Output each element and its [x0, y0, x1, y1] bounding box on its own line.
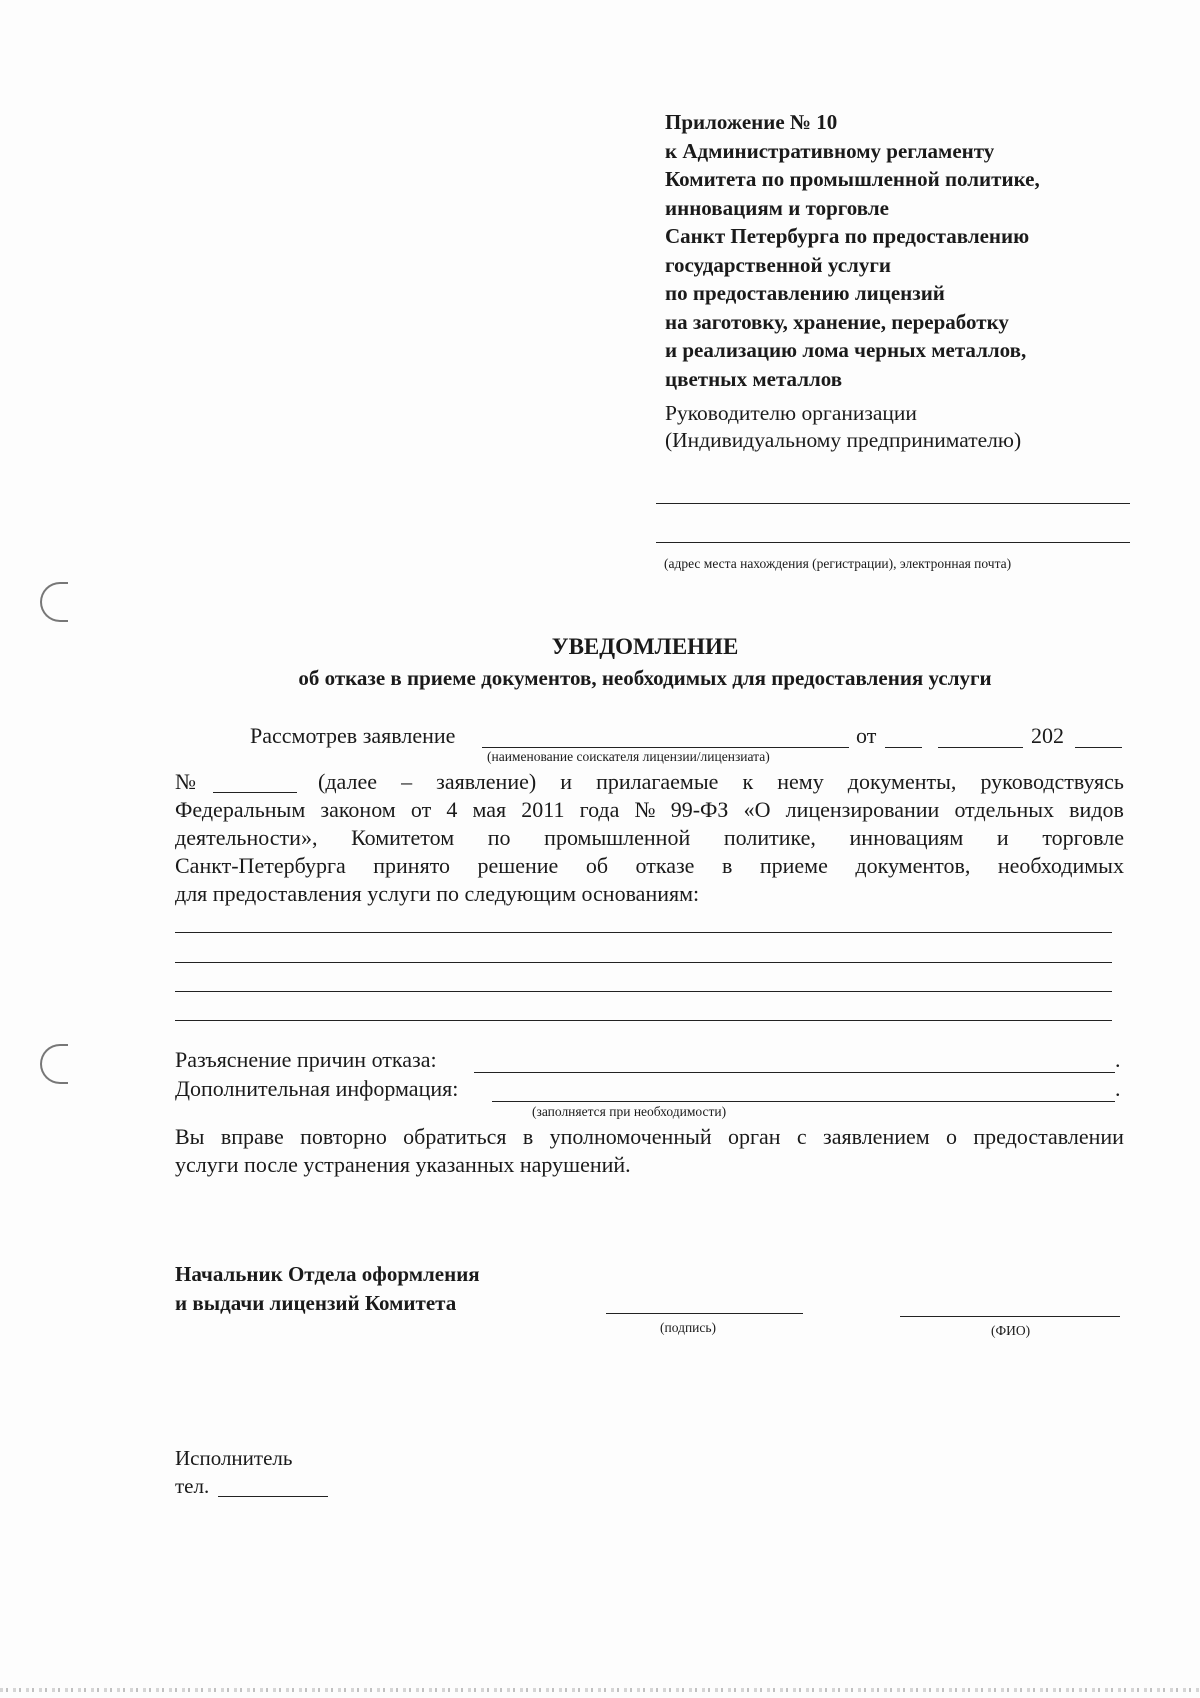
executor-label: Исполнитель — [175, 1446, 293, 1470]
refusal-explanation-line[interactable] — [474, 1072, 1115, 1073]
application-number-line[interactable] — [213, 792, 297, 793]
notice-title: УВЕДОМЛЕНИЕ — [551, 634, 739, 659]
annex-line: государственной услуги — [665, 252, 891, 277]
signature-caption: (подпись) — [660, 1320, 717, 1335]
annex-line: Комитета по промышленной политике, — [665, 167, 1040, 191]
annex-line: инновациям и торговле — [665, 195, 889, 220]
fullname-line[interactable] — [900, 1316, 1120, 1317]
refusal-explanation-dot: . — [1115, 1047, 1121, 1072]
reason-line-2[interactable] — [175, 962, 1112, 963]
number-sign: № — [175, 769, 196, 794]
date-day-line[interactable] — [885, 747, 922, 748]
position-line-1: Начальник Отдела оформления — [175, 1262, 480, 1286]
fullname-caption: (ФИО) — [991, 1323, 1031, 1338]
fill-caption: (заполняется при необходимости) — [532, 1104, 727, 1119]
reason-line-1[interactable] — [175, 932, 1112, 933]
additional-info-dot: . — [1115, 1076, 1121, 1101]
from-label: от — [856, 723, 877, 748]
annex-line: Приложение № 10 — [665, 110, 838, 134]
reason-line-3[interactable] — [175, 991, 1112, 992]
scan-edge-noise — [0, 1688, 1200, 1692]
punch-hole-top — [40, 582, 68, 622]
applicant-caption: (наименование соискателя лицензии/лицензиата) — [487, 749, 770, 764]
body-line-4: деятельности», Комитетом по промышленной политике, инновациям и торговле — [175, 825, 1124, 850]
addressee-line-1: Руководителю организации — [665, 401, 917, 425]
additional-info-label: Дополнительная информация: — [175, 1076, 459, 1101]
annex-line: к Административному регламенту — [665, 138, 995, 163]
additional-info-line[interactable] — [492, 1101, 1115, 1102]
annex-line: по предоставлению лицензий — [665, 281, 945, 305]
body-line-2: (далее – заявление) и прилагаемые к нему документы, руководствуясь — [318, 769, 1124, 794]
body-line-5: Санкт-Петербурга принято решение об отказе в приеме документов, необходимых — [175, 853, 1124, 878]
position-line-2: и выдачи лицензий Комитета — [175, 1291, 457, 1315]
body-line-3: Федеральным законом от 4 мая 2011 года № 99-ФЗ «О лицензировании отдельных видов — [175, 797, 1124, 822]
addressee-name-line[interactable] — [656, 503, 1130, 504]
annex-line: цветных металлов — [665, 366, 843, 391]
date-month-line[interactable] — [938, 747, 1023, 748]
considered-label: Рассмотрев заявление — [250, 723, 456, 748]
reapply-line-2: услуги после устранения указанных нарушений. — [175, 1152, 631, 1177]
reason-line-4[interactable] — [175, 1020, 1112, 1021]
annex-header — [665, 108, 1040, 393]
body-line-6: для предоставления услуги по следующим основаниям: — [175, 881, 700, 906]
date-year-line[interactable] — [1075, 747, 1122, 748]
reapply-line-1: Вы вправе повторно обратиться в уполномоченный орган с заявлением о предоставлении — [175, 1124, 1124, 1149]
phone-line[interactable] — [218, 1496, 328, 1497]
address-caption: (адрес места нахождения (регистрации), электронная почта) — [664, 556, 1012, 571]
application-name-line[interactable] — [482, 747, 849, 748]
annex-line: на заготовку, хранение, переработку — [665, 309, 1009, 334]
addressee-block — [665, 400, 1021, 454]
annex-line: Санкт Петербурга по предоставлению — [665, 224, 1030, 248]
addressee-address-line[interactable] — [656, 542, 1130, 543]
refusal-explanation-label: Разъяснение причин отказа: — [175, 1047, 437, 1072]
notice-subtitle: об отказе в приеме документов, необходимых для предоставления услуги — [298, 666, 992, 690]
annex-line: и реализацию лома черных металлов, — [665, 338, 1027, 362]
year-prefix: 202 — [1031, 723, 1064, 748]
phone-label: тел. — [175, 1474, 210, 1498]
signature-line[interactable] — [606, 1313, 803, 1314]
punch-hole-bottom — [40, 1044, 68, 1084]
addressee-line-2: (Индивидуальному предпринимателю) — [665, 428, 1022, 452]
